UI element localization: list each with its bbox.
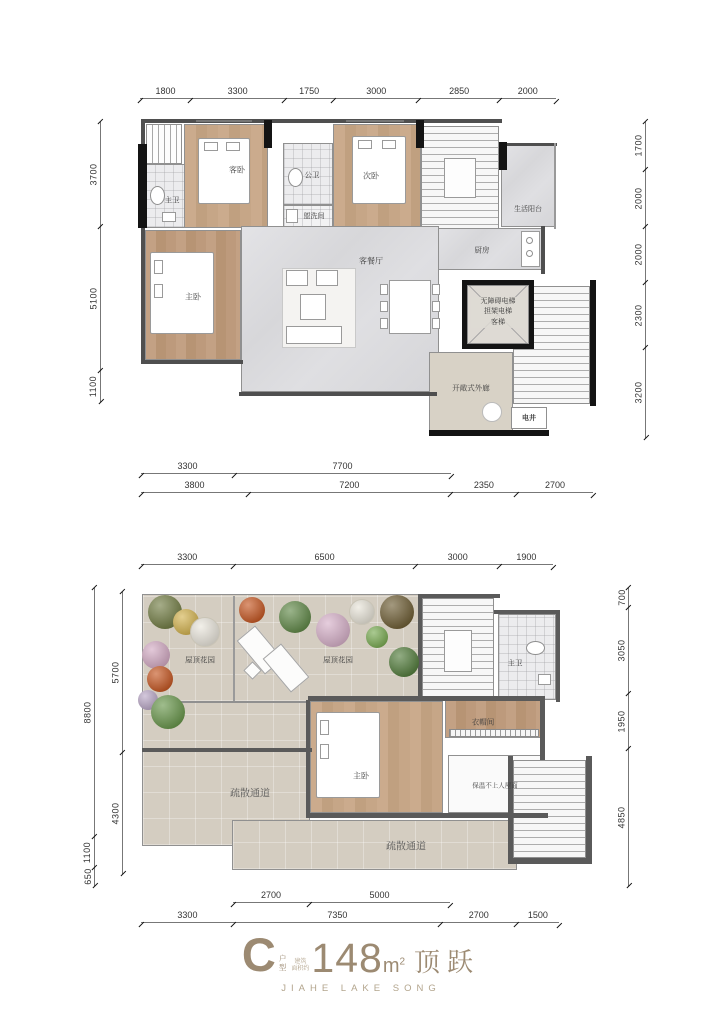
project-subtitle: JIAHE LAKE SONG [281, 983, 441, 994]
dining-table [389, 280, 431, 334]
unit-type-stack [279, 955, 287, 972]
dim-segment [141, 910, 234, 923]
pillow [382, 140, 396, 149]
dimension-label: 3800 [184, 480, 205, 490]
dimension-label: 3000 [366, 86, 387, 96]
tree [142, 641, 170, 669]
room-label: 衣帽间 [471, 717, 495, 727]
tree [380, 595, 414, 629]
window [346, 120, 404, 122]
chair [432, 318, 440, 329]
dim-segment [82, 868, 95, 886]
tree [190, 617, 220, 647]
room-label: 疏散通道 [386, 841, 426, 853]
dimension-label: 7200 [339, 480, 360, 490]
elevator-label: 无障碍电梯 [480, 298, 516, 305]
room-label: 主卫 [164, 195, 180, 205]
wall [499, 143, 557, 146]
stair-landing [444, 158, 476, 198]
area-value: 148 [311, 934, 383, 981]
sink [162, 212, 176, 222]
dimension-label: 2700 [468, 910, 489, 920]
dim-segment [616, 749, 629, 886]
dim-segment [441, 910, 517, 923]
floor2-dim-top [141, 552, 553, 565]
toilet [526, 641, 545, 655]
room-label: 主卧 [353, 771, 369, 781]
dimension-label: 2700 [261, 890, 282, 900]
dimension-label: 4300 [110, 802, 121, 825]
room-label: 厨房 [474, 245, 490, 255]
dim-segment [110, 592, 123, 753]
dim-segment [500, 552, 553, 565]
railing [554, 143, 556, 229]
dimension-label: 1100 [82, 841, 93, 863]
dim-segment [82, 837, 95, 868]
dimension-label: 3050 [616, 639, 627, 662]
dimension-label: 5700 [110, 661, 121, 684]
room-label: 生活阳台 [514, 206, 542, 213]
wall [141, 360, 243, 364]
wall-black [529, 280, 534, 349]
unit-letter: C [241, 928, 276, 981]
room-label: 主卧 [185, 292, 201, 302]
dimension-label: 2700 [544, 480, 565, 490]
stairwell-f2 [513, 760, 586, 858]
garden-divider [233, 596, 235, 701]
wardrobe-rail [449, 729, 539, 737]
tree [349, 599, 375, 625]
room-label: 屋顶花园 [185, 655, 215, 665]
washbasin [286, 209, 298, 223]
dimension-label: 3700 [88, 163, 99, 186]
room-label: 保温不上人屋面 [472, 782, 518, 790]
wall [239, 392, 437, 396]
dimension-label: 3300 [177, 552, 198, 562]
room-label: 客餐厅 [359, 256, 383, 266]
floor2-dim-right [616, 588, 629, 886]
wall [586, 756, 592, 864]
room-label: 电井 [522, 415, 536, 422]
pillow [204, 142, 218, 151]
unit-type-top: 户 [278, 954, 287, 964]
chair [380, 318, 388, 329]
dimension-label: 3000 [447, 552, 468, 562]
tree [316, 613, 350, 647]
dim-segment [233, 552, 415, 565]
dimension-label: 1950 [616, 710, 627, 733]
dim-segment [110, 753, 123, 874]
dimension-label: 2000 [633, 243, 644, 266]
chair [432, 301, 440, 312]
dim-segment [141, 552, 233, 565]
area-note-stack [291, 959, 309, 973]
floor2-dim-left-inner [110, 592, 123, 874]
pillow [154, 284, 163, 298]
wall [541, 226, 545, 274]
pillow [320, 720, 329, 735]
dimension-label: 2000 [633, 187, 644, 210]
wall-black [462, 280, 467, 349]
dimension-label: 1900 [516, 552, 537, 562]
room-label: 屋顶花园 [323, 655, 353, 665]
wall [418, 594, 500, 598]
room-label: 公卫 [304, 170, 320, 180]
room-label: 客卧 [229, 165, 245, 175]
wall-black [590, 280, 596, 406]
area-note-top: 建筑 [294, 958, 307, 965]
tree [147, 666, 173, 692]
unit-type-bottom: 型 [278, 962, 287, 972]
wall-black [462, 280, 534, 285]
room-label: 盥洗间 [303, 213, 325, 220]
floor2-dim-left-outer [82, 588, 95, 886]
area-unit: $m^2$ [382, 954, 406, 977]
dim-segment [616, 608, 629, 694]
toilet [150, 186, 165, 205]
wall [494, 610, 560, 614]
wall [142, 748, 312, 752]
sofa [286, 326, 342, 344]
dimension-label: 7350 [327, 910, 348, 920]
dim-segment [309, 890, 450, 903]
floor2-dim-bottom-inner [233, 890, 450, 903]
dimension-label: 2300 [633, 304, 644, 327]
armchair [286, 270, 308, 286]
evacuation-terrace-bottom [232, 820, 517, 870]
dim-segment [416, 552, 500, 565]
wall [508, 858, 592, 864]
dimension-label: 2850 [449, 86, 470, 96]
burner [526, 237, 533, 244]
room-label: 次卧 [363, 171, 379, 181]
wall-black [416, 120, 424, 148]
pillow [226, 142, 240, 151]
dimension-label: 3200 [633, 381, 644, 404]
dimension-label: 4850 [616, 806, 627, 829]
wall [306, 700, 310, 818]
wall-black [462, 344, 534, 349]
chair [380, 284, 388, 295]
dim-segment [616, 694, 629, 749]
tree [389, 647, 419, 677]
elevator-label: 担架电梯 [484, 308, 512, 316]
dimension-label: 2350 [473, 480, 494, 490]
washbasin [538, 674, 551, 685]
dim-segment [234, 910, 441, 923]
window [196, 120, 252, 122]
dim-segment [517, 910, 559, 923]
tree [239, 597, 265, 623]
wall-black [264, 120, 272, 148]
dim-segment [616, 588, 629, 608]
dimension-label: 5000 [369, 890, 390, 900]
dimension-label: 3300 [227, 86, 248, 96]
dimension-label: 1800 [155, 86, 176, 96]
area-unit-sup: 2 [399, 955, 406, 967]
wall-black [429, 430, 549, 436]
planter [482, 402, 502, 422]
chair [380, 301, 388, 312]
stair-landing [444, 630, 472, 672]
pillow [358, 140, 372, 149]
armchair [316, 270, 338, 286]
dimension-label: 1700 [633, 134, 644, 157]
wall [418, 594, 422, 700]
wall [556, 612, 560, 702]
elevator-label: 客梯 [491, 318, 505, 326]
wall [308, 696, 545, 701]
wall [508, 756, 513, 864]
pillow [320, 744, 329, 759]
dimension-label: 700 [616, 589, 627, 607]
chair [432, 284, 440, 295]
room-label: 主卫 [507, 658, 523, 668]
room-label: 疏散通道 [230, 788, 270, 800]
wall-black [138, 144, 147, 228]
dimension-label: 2000 [517, 86, 538, 96]
dimension-label: 5100 [88, 287, 99, 310]
toilet [288, 168, 303, 187]
unit-suffix: 顶跃 [414, 946, 481, 977]
dimension-label: 650 [82, 868, 93, 886]
dimension-label: 3300 [177, 461, 198, 471]
dimension-label: 1750 [299, 86, 320, 96]
room-label: 开敞式外廊 [452, 383, 490, 393]
area-note-bottom: 面积约 [291, 965, 310, 972]
pillow [154, 260, 163, 274]
burner [526, 250, 533, 257]
unit-logo [0, 928, 722, 994]
coffee-table [300, 294, 326, 320]
floor2-dim-bottom-outer [141, 910, 559, 923]
wall [540, 696, 545, 760]
dimension-label: 7700 [332, 461, 353, 471]
tree [151, 695, 185, 729]
elevator-labels [471, 297, 525, 328]
dimension-label: 1100 [88, 375, 99, 398]
tree [366, 626, 388, 648]
dim-segment [82, 588, 95, 837]
dimension-label: 6500 [314, 552, 335, 562]
unit-title [241, 928, 481, 981]
dimension-label: 8800 [82, 701, 93, 724]
dimension-label: 3300 [177, 910, 198, 920]
wall-black [499, 142, 507, 170]
dim-segment [233, 890, 309, 903]
tree [279, 601, 311, 633]
dimension-label: 1500 [527, 910, 548, 920]
